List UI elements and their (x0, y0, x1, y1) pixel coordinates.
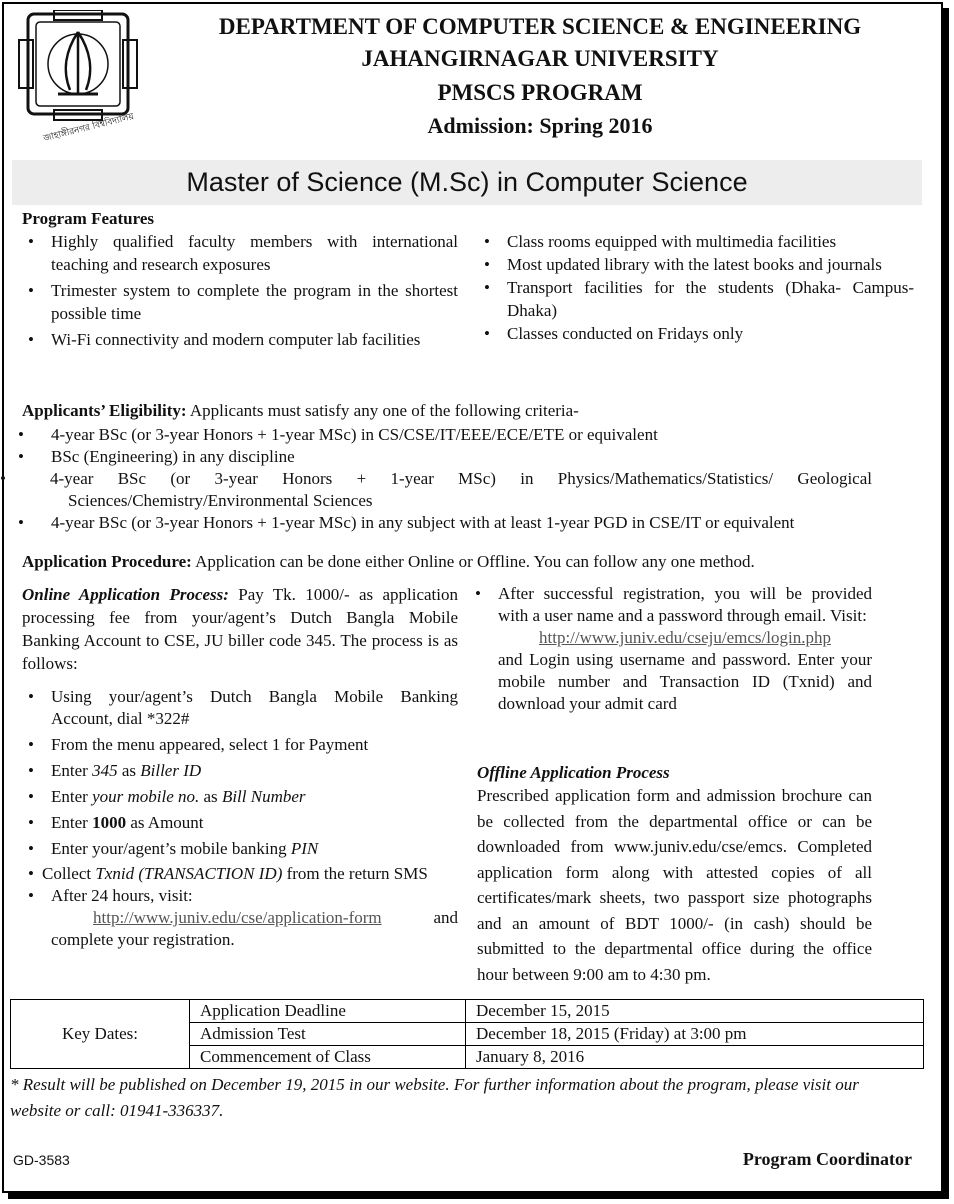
procedure-text: Application can be done either Online or Offline. You can follow any one method. (191, 552, 755, 571)
eligibility-item: • 4-year BSc (or 3-year Honors + 1-year MSc) in any subject with at least 1-year PGD in CSE/IT or equivalent (8, 512, 872, 534)
online-step (18, 786, 458, 808)
features-title: Program Features (22, 209, 155, 228)
eligibility-item: • 4-year BSc (or 3-year Honors + 1-year MSc) in CS/CSE/IT/EEE/ECE/ETE or equivalent (8, 424, 872, 446)
online-label: Online Application Process: (22, 585, 229, 604)
eligibility-item: • 4-year BSc (or 3-year Honors + 1-year MSc) in Physics/Mathematics/Statistics/ Geological Sciences/Chemistry/Environmental Sciences (8, 468, 872, 512)
table-row (11, 1000, 924, 1023)
online-intro-text: Pay Tk. 1000/- as application processing fee from your/agent’s Dutch Bangla Mobile Banking Account to CSE, JU biller code 345. The process is as follows: (22, 585, 459, 673)
university-logo (14, 10, 144, 145)
key-dates-label: Key Dates: (11, 1000, 190, 1069)
step-text: Enter (51, 761, 93, 780)
online-step (18, 812, 458, 834)
online-step (18, 885, 458, 951)
online-steps (18, 686, 458, 951)
step-em: Bill Number (221, 787, 306, 806)
step-text: as Amount (126, 813, 204, 832)
procedure-label: Application Procedure: (22, 552, 192, 571)
feature-item: • Transport facilities for the students (Dhaka- Campus-Dhaka) (474, 276, 914, 322)
eligibility-label: Applicants’ Eligibility: (22, 401, 187, 420)
offline-title: Offline Application Process (477, 763, 670, 782)
event-cell: Application Deadline (190, 1000, 466, 1023)
step-text: Enter your/agent’s mobile banking (51, 839, 291, 858)
step-bold: 1000 (92, 813, 127, 832)
application-form-link[interactable]: http://www.juniv.edu/cse/application-form (93, 908, 382, 927)
step-em: Txnid (TRANSACTION ID) (95, 864, 283, 883)
date-cell: December 15, 2015 (466, 1000, 924, 1023)
feature-item: • Highly qualified faculty members with international teaching and research exposures (18, 230, 458, 276)
admission-title: Admission: Spring 2016 (427, 113, 653, 138)
degree-banner: Master of Science (M.Sc) in Computer Science (12, 160, 922, 205)
after-text: After successful registration, you will be provided with a user name and a password through email. Visit: (498, 584, 872, 625)
event-cell: Admission Test (190, 1023, 466, 1046)
step-em: your mobile no. (92, 787, 200, 806)
signature: Program Coordinator (742, 1149, 912, 1169)
step-em: Biller ID (140, 761, 202, 780)
gd-code: GD-3583 (13, 1152, 70, 1168)
step-text: as (199, 787, 222, 806)
feature-item: • Wi-Fi connectivity and modern computer lab facilities (18, 328, 458, 351)
footnote: * Result will be published on December 19, 2015 in our website. For further information about the program, please visit our website or call: 01941-336337. (10, 1075, 859, 1120)
step-text: and complete your registration. (51, 908, 458, 949)
key-dates-table (10, 999, 924, 1069)
online-step (18, 760, 458, 782)
online-step (18, 864, 458, 883)
logo-caption: জাহাঙ্গীরনগর বিশ্ববিদ্যালয় (42, 111, 136, 145)
step-em: PIN (290, 839, 319, 858)
eligibility-item: • BSc (Engineering) in any discipline (8, 446, 872, 468)
feature-item: • Trimester system to complete the program in the shortest possible time (18, 279, 458, 325)
online-after-item (465, 583, 872, 715)
step-text: as (117, 761, 141, 780)
online-step: • From the menu appeared, select 1 for Payment (18, 734, 458, 756)
eligibility-text: Applicants must satisfy any one of the following criteria- (186, 401, 579, 420)
login-link[interactable]: http://www.juniv.edu/cseju/emcs/login.php (539, 628, 831, 647)
university-title: JAHANGIRNAGAR UNIVERSITY (361, 46, 719, 71)
feature-item: • Classes conducted on Fridays only (474, 322, 914, 345)
eligibility-list (8, 424, 872, 534)
step-text: Collect (42, 864, 96, 883)
online-after (465, 583, 872, 715)
program-title: PMSCS PROGRAM (437, 80, 643, 105)
online-intro (22, 583, 458, 675)
department-title: DEPARTMENT OF COMPUTER SCIENCE & ENGINEERING (218, 14, 862, 39)
eligibility-heading (22, 399, 922, 422)
step-text: Enter (51, 813, 93, 832)
date-cell: January 8, 2016 (466, 1046, 924, 1069)
feature-item: • Most updated library with the latest books and journals (474, 253, 914, 276)
step-text: Enter (51, 787, 93, 806)
step-text: from the return SMS (282, 864, 428, 883)
offline-text: Prescribed application form and admission brochure can be collected from the departmental office or can be downloaded from www.juniv.edu/cse/emcs. Completed application form along with attested copies of all certificates/mark sheets, two passport size photographs and an amount of BDT 1000/- (in cash) should be submitted to the departmental office during the office hour between 9:00 am to 4:30 pm. (477, 786, 872, 984)
step-text: After 24 hours, visit: (51, 886, 193, 905)
procedure-heading (22, 550, 922, 573)
online-step: • Using your/agent’s Dutch Bangla Mobile Banking Account, dial *322# (18, 686, 458, 730)
step-em: 345 (92, 761, 118, 780)
online-step (18, 838, 458, 860)
feature-item: • Class rooms equipped with multimedia facilities (474, 230, 914, 253)
features-right-list (474, 230, 914, 345)
event-cell: Commencement of Class (190, 1046, 466, 1069)
features-left-list (18, 230, 458, 351)
date-cell: December 18, 2015 (Friday) at 3:00 pm (466, 1023, 924, 1046)
after-text: and Login using username and password. Enter your mobile number and Transaction ID (Txnid) and download your admit card (498, 650, 872, 713)
